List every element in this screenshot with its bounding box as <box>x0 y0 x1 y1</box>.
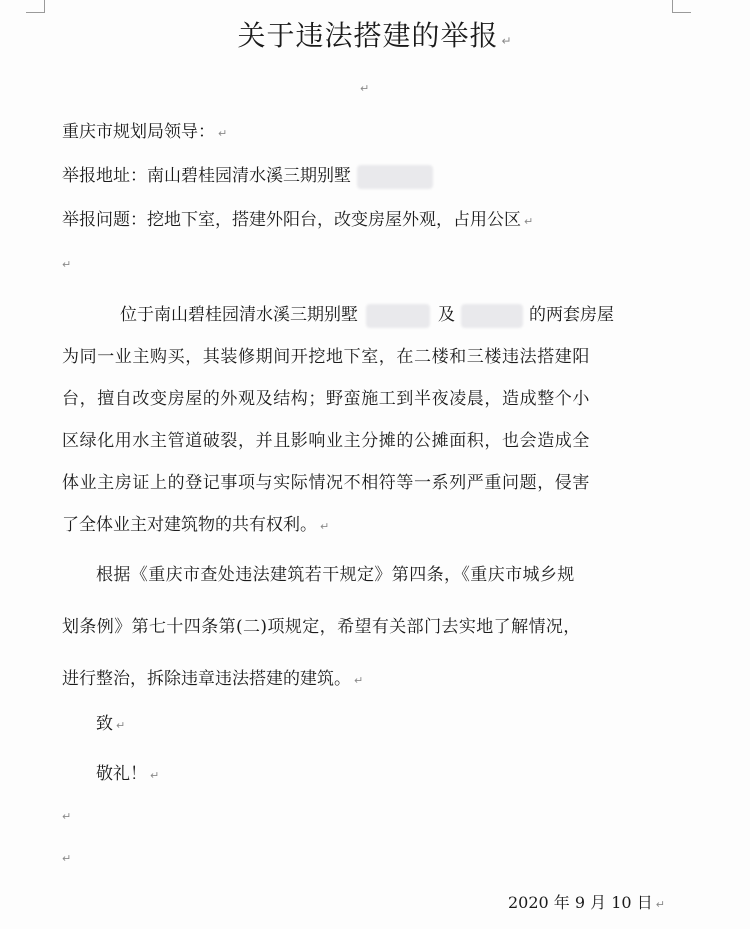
body-text: 根据《重庆市查处违法建筑若干规定》第四条，《重庆市城乡规 <box>96 565 575 585</box>
body-p1-line-1[interactable] <box>120 300 614 328</box>
body-text: 为同一业主购买，其装修期间开挖地下室，在二楼和三楼违法搭建阳 <box>62 347 590 367</box>
body-text: 划条例》第七十四条第(二)项规定，希望有关部门去实地了解情况， <box>62 617 581 637</box>
redacted-house-number <box>357 165 433 189</box>
date-text: 2020 年 9 月 10 日 <box>508 893 653 912</box>
body-text: 区绿化用水主管道破裂，并且影响业主分摊的公摊面积，也会造成全 <box>62 431 590 451</box>
redacted-house-number <box>461 304 523 328</box>
paragraph-mark-icon: ↵ <box>320 520 330 533</box>
salutation-text: 重庆市规划局领导： <box>62 122 215 142</box>
issue-value: 挖地下室，搭建外阳台，改变房屋外观，占用公区 <box>147 210 521 230</box>
closing-regards-line[interactable] <box>96 759 159 784</box>
paragraph-mark-icon: ↵ <box>354 674 364 687</box>
issue-line[interactable] <box>62 205 533 230</box>
body-p2-line-2[interactable] <box>62 612 581 637</box>
body-p1-line-5[interactable] <box>62 468 590 493</box>
body-p2-line-3[interactable] <box>62 664 363 689</box>
closing-text: 致 <box>96 714 113 734</box>
body-text: 了全体业主对建筑物的共有权利。 <box>62 515 317 535</box>
date-line[interactable] <box>508 890 665 913</box>
title-text: 关于违法搭建的举报 <box>237 19 499 52</box>
salutation-line[interactable] <box>62 117 227 142</box>
body-p1-line-3[interactable] <box>62 384 590 409</box>
body-text: 的两套房屋 <box>529 305 614 325</box>
address-value: 南山碧桂园清水溪三期别墅 <box>147 166 351 186</box>
body-p1-line-6[interactable] <box>62 510 329 535</box>
body-p1-line-2[interactable] <box>62 342 590 367</box>
paragraph-mark-icon: ↵ <box>218 127 228 140</box>
paragraph-mark-icon: ↵ <box>655 898 665 911</box>
issue-label: 举报问题： <box>62 210 147 230</box>
body-p2-line-1[interactable] <box>96 560 575 585</box>
paragraph-mark-icon: ↵ <box>62 852 72 865</box>
closing-to-line[interactable] <box>96 709 125 734</box>
body-text: 进行整治，拆除违章违法搭建的建筑。 <box>62 669 351 689</box>
paragraph-mark-icon: ↵ <box>150 769 160 782</box>
paragraph-mark-icon: ↵ <box>62 258 72 271</box>
body-text: 体业主房证上的登记事项与实际情况不相符等一系列严重问题，侵害 <box>62 473 590 493</box>
crop-mark-top-left <box>26 0 45 13</box>
paragraph-mark-icon: ↵ <box>524 215 534 228</box>
redacted-house-number <box>366 304 430 328</box>
paragraph-mark-icon: ↵ <box>62 810 72 823</box>
body-text: 台，擅自改变房屋的外观及结构；野蛮施工到半夜凌晨，造成整个小 <box>62 389 590 409</box>
paragraph-mark-icon: ↵ <box>116 719 126 732</box>
address-line[interactable] <box>62 161 433 189</box>
document-title[interactable] <box>0 14 750 54</box>
body-text: 及 <box>438 305 455 325</box>
crop-mark-top-right <box>672 0 691 13</box>
address-label: 举报地址： <box>62 166 147 186</box>
body-p1-line-4[interactable] <box>62 426 590 451</box>
paragraph-mark-icon: ↵ <box>360 82 370 95</box>
closing-text: 敬礼！ <box>96 764 147 784</box>
body-text: 位于南山碧桂园清水溪三期别墅 <box>120 305 358 325</box>
paragraph-mark-icon: ↵ <box>501 34 513 48</box>
